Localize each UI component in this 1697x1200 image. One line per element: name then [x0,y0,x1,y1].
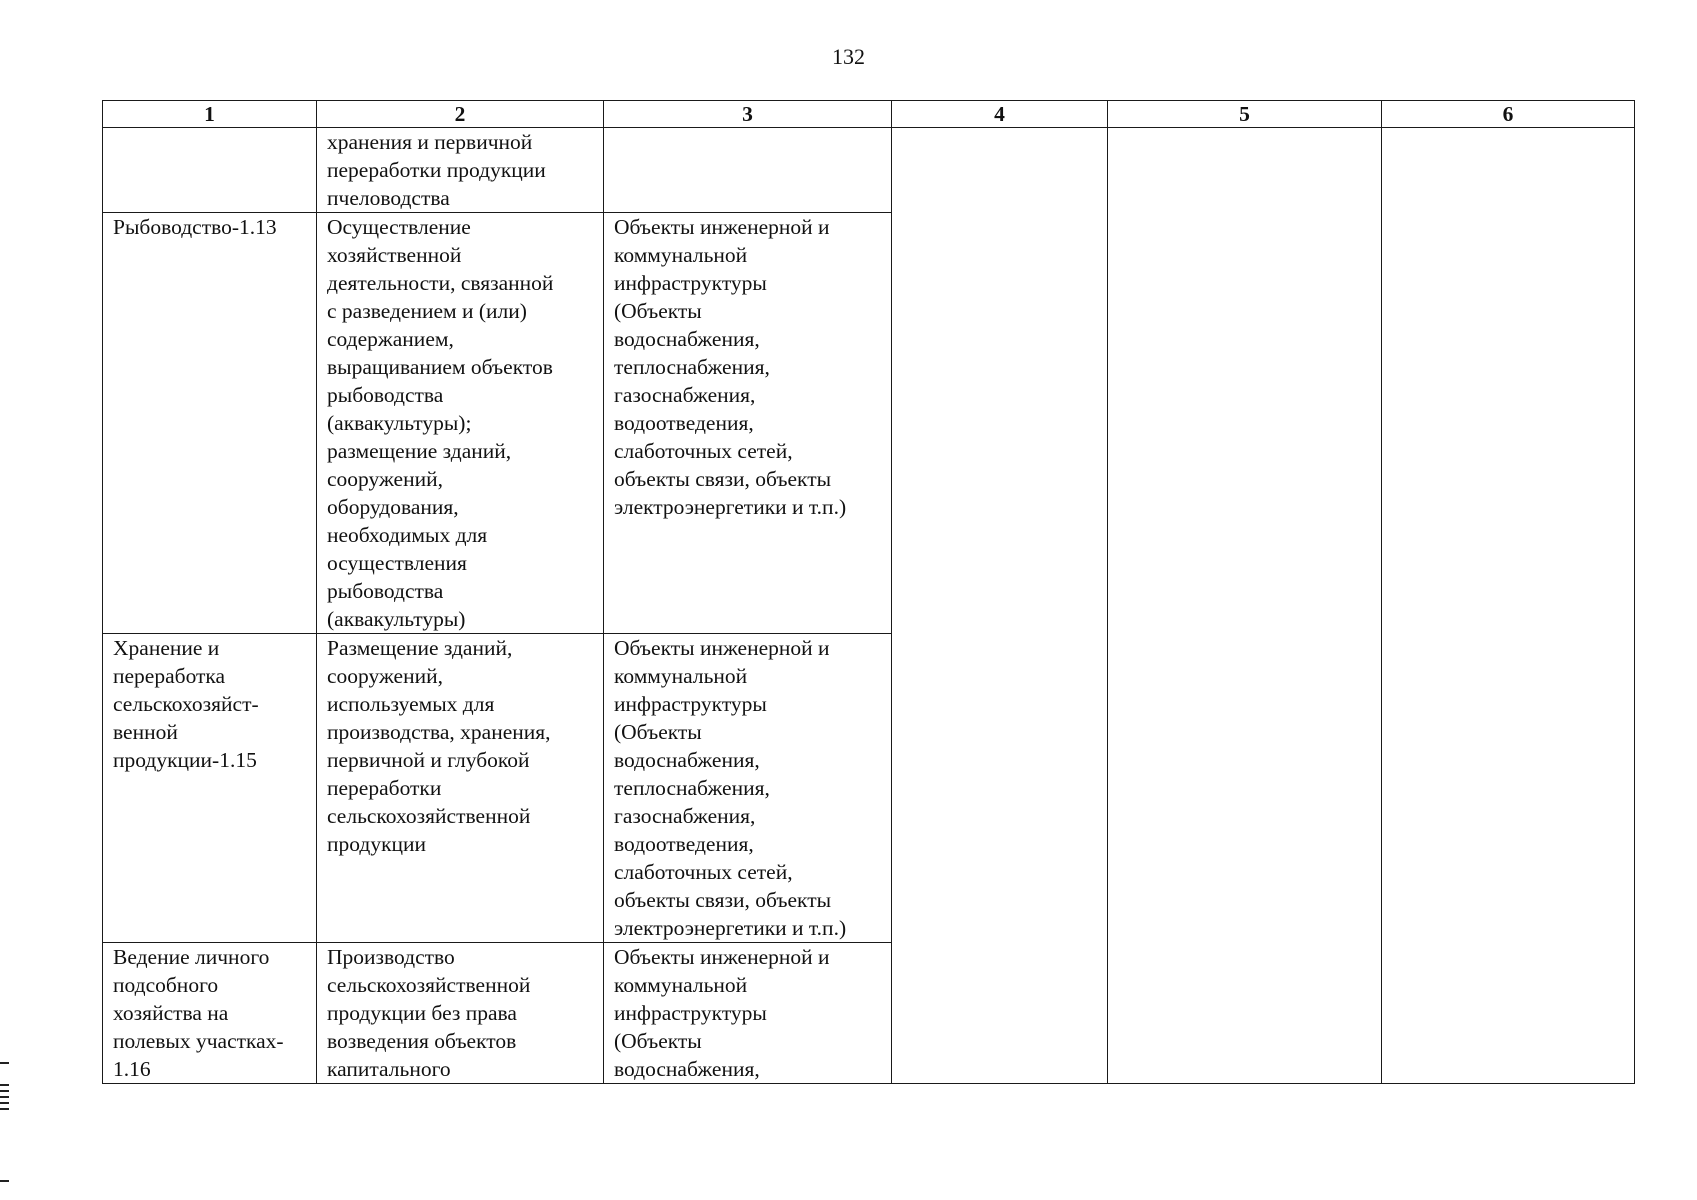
table-row [103,128,1635,213]
column-header-1: 1 [103,101,317,128]
cell-land-use-type: Рыбоводство-1.13 [103,213,317,634]
cell-land-use-type: Ведение личного подсобного хозяйства на полевых участках- 1.16 [103,943,317,1084]
column-header-3: 3 [604,101,892,128]
scan-edge-mark [0,1090,9,1092]
cell-auxiliary-uses [604,128,892,213]
page-number: 132 [832,44,865,69]
scan-edge-mark [0,1062,9,1064]
column-header-6: 6 [1382,101,1635,128]
cell-auxiliary-uses: Объекты инженерной и коммунальной инфраструктуры (Объекты водоснабжения, теплоснабжения, газоснабжения, водоотведения, слаботочных сетей, объекты связи, объекты электроэнергетики и т.п.) [604,634,892,943]
cell-description: Осуществление хозяйственной деятельности, связанной с разведением и (или) содержанием, выращиванием объектов рыбоводства (аквакультуры); размещение зданий, сооружений, оборудования, необходимых для осуществления рыбоводства (аквакультуры) [317,213,604,634]
cell-land-use-type [103,128,317,213]
cell-description: Производство сельскохозяйственной продукции без права возведения объектов капитального [317,943,604,1084]
scan-edge-mark [0,1084,9,1086]
table-header-row [103,101,1635,128]
cell-description: Размещение зданий, сооружений, используемых для производства, хранения, первичной и глубокой переработки сельскохозяйственной продукции [317,634,604,943]
column-header-4: 4 [892,101,1108,128]
column-header-2: 2 [317,101,604,128]
scan-edge-mark [0,1108,9,1110]
cell-column-4 [892,128,1108,1084]
cell-description: хранения и первичной переработки продукции пчеловодства [317,128,604,213]
cell-auxiliary-uses: Объекты инженерной и коммунальной инфраструктуры (Объекты водоснабжения, теплоснабжения, газоснабжения, водоотведения, слаботочных сетей, объекты связи, объекты электроэнергетики и т.п.) [604,213,892,634]
land-use-table [102,100,1635,1084]
cell-auxiliary-uses: Объекты инженерной и коммунальной инфраструктуры (Объекты водоснабжения, [604,943,892,1084]
cell-column-6 [1382,128,1635,1084]
scan-edge-mark [0,1180,9,1182]
scan-edge-mark [0,1096,9,1098]
column-header-5: 5 [1108,101,1382,128]
cell-column-5 [1108,128,1382,1084]
scan-edge-mark [0,1102,9,1104]
cell-land-use-type: Хранение и переработка сельскохозяйст- венной продукции-1.15 [103,634,317,943]
